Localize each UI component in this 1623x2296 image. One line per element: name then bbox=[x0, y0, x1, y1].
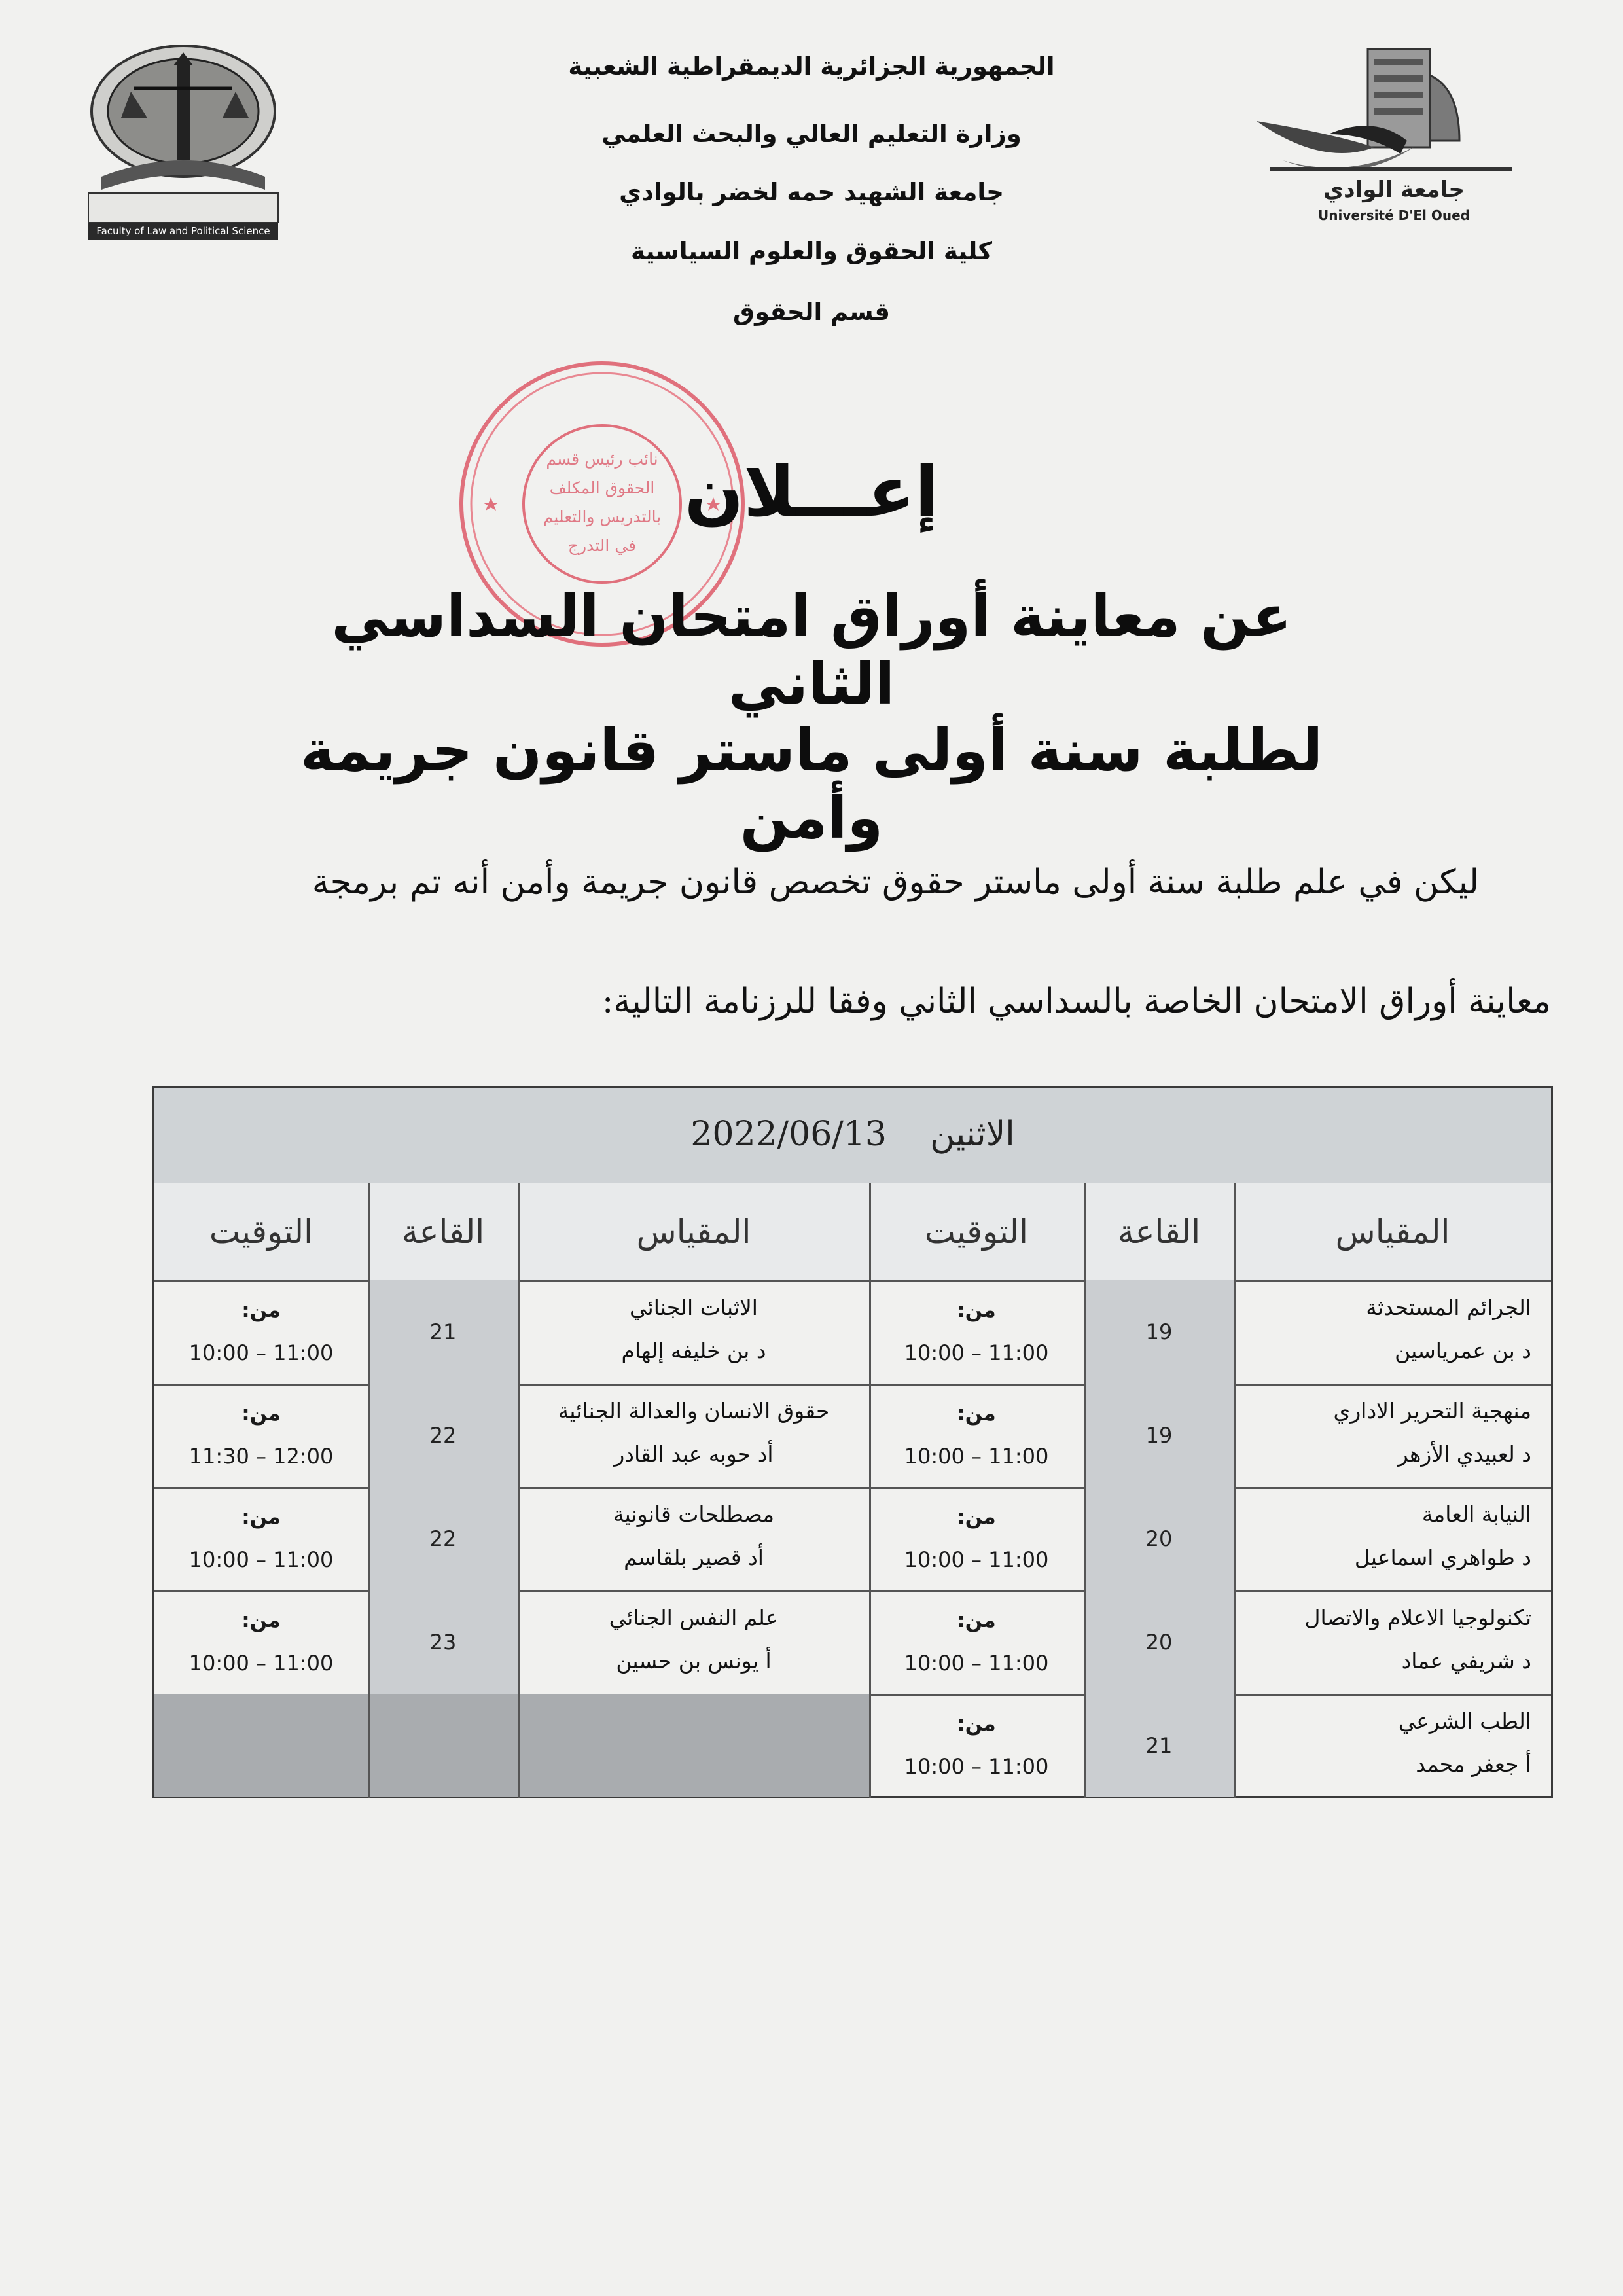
teacher-name: أ يونس بن حسين bbox=[616, 1648, 772, 1674]
subject-cell bbox=[1234, 1384, 1551, 1487]
time-from-label: من: bbox=[957, 1712, 996, 1736]
time-cell bbox=[869, 1280, 1084, 1384]
schedule-table bbox=[152, 1086, 1553, 1798]
time-range: 10:00 – 11:00 bbox=[904, 1754, 1049, 1779]
day-name: الاثنين bbox=[930, 1115, 1015, 1154]
subject-cell bbox=[1234, 1590, 1551, 1694]
time-from-label: من: bbox=[957, 1505, 996, 1529]
time-cell bbox=[869, 1487, 1084, 1590]
room-cell: 20 bbox=[1084, 1590, 1234, 1694]
time-cell bbox=[869, 1384, 1084, 1487]
time-range: 10:00 – 11:00 bbox=[188, 1547, 334, 1572]
date-label bbox=[154, 1115, 1551, 1154]
announcement-subtitle-1: عن معاينة أوراق امتحان السداسي الثاني bbox=[331, 583, 1292, 717]
subject-name: تكنولوجيا الاعلام والاتصال bbox=[1304, 1605, 1531, 1630]
subject-name: مصطلحات قانونية bbox=[613, 1501, 775, 1527]
table-row bbox=[154, 1590, 1551, 1696]
room-cell: 22 bbox=[368, 1384, 518, 1487]
header-department: قسم الحقوق bbox=[733, 298, 890, 326]
subject-name: حقوق الانسان والعدالة الجنائية bbox=[558, 1398, 830, 1424]
faculty-logo bbox=[75, 26, 291, 268]
university-logo bbox=[1243, 36, 1525, 232]
time-from-label: من: bbox=[241, 1609, 281, 1632]
time-cell bbox=[869, 1590, 1084, 1694]
time-range: 10:00 – 11:00 bbox=[188, 1340, 334, 1365]
room-cell: 21 bbox=[368, 1280, 518, 1384]
table-row bbox=[154, 1384, 1551, 1489]
subject-name: الجرائم المستحدثة bbox=[1366, 1295, 1531, 1320]
university-logo-caption: Université D'El Oued bbox=[1318, 207, 1470, 223]
announcement-subtitle-2: لطلبة سنة أولى ماستر قانون جريمة وأمن bbox=[300, 717, 1323, 852]
time-range: 10:00 – 11:00 bbox=[904, 1651, 1049, 1676]
faculty-logo-caption: Faculty of Law and Political Science bbox=[96, 225, 270, 237]
paragraph-line-1: ليكن في علم طلبة سنة أولى ماستر حقوق تخصص قانون جريمة وأمن أنه تم برمجة bbox=[312, 863, 1479, 902]
header-ministry: وزارة التعليم العالي والبحث العلمي bbox=[601, 120, 1022, 148]
column-divider bbox=[368, 1183, 370, 1798]
teacher-name: أد حوبه عبد القادر bbox=[614, 1441, 774, 1467]
time-range: 10:00 – 11:00 bbox=[904, 1444, 1049, 1469]
subject-cell bbox=[1234, 1694, 1551, 1797]
time-cell bbox=[154, 1487, 368, 1590]
paragraph-line-2: معاينة أوراق الامتحان الخاصة بالسداسي الثاني وفقا للرزنامة التالية: bbox=[601, 982, 1551, 1021]
empty-cell bbox=[154, 1694, 368, 1797]
room-cell: 20 bbox=[1084, 1487, 1234, 1590]
column-header-row bbox=[154, 1183, 1551, 1282]
time-from-label: من: bbox=[957, 1609, 996, 1632]
header-university: جامعة الشهيد حمه لخضر بالوادي bbox=[619, 178, 1004, 206]
column-divider bbox=[869, 1183, 871, 1798]
time-range: 11:30 – 12:00 bbox=[188, 1444, 334, 1469]
subject-name: الطب الشرعي bbox=[1398, 1708, 1531, 1734]
empty-cell bbox=[518, 1694, 869, 1797]
time-from-label: من: bbox=[241, 1505, 281, 1529]
time-from-label: من: bbox=[241, 1402, 281, 1426]
room-cell: 21 bbox=[1084, 1694, 1234, 1797]
subject-cell bbox=[518, 1590, 869, 1694]
time-cell bbox=[154, 1280, 368, 1384]
date-row bbox=[154, 1088, 1551, 1185]
header-time-left: التوقيت bbox=[209, 1213, 313, 1251]
time-cell bbox=[154, 1590, 368, 1694]
room-cell: 22 bbox=[368, 1487, 518, 1590]
teacher-name: أد قصير بلقاسم bbox=[624, 1545, 764, 1570]
time-from-label: من: bbox=[957, 1299, 996, 1322]
stamp-text: نائب رئيس قسم الحقوق المكلف بالتدريس والتعليم في التدرج bbox=[543, 450, 662, 555]
column-divider bbox=[1084, 1183, 1086, 1798]
teacher-name: د بن عمرياسين bbox=[1395, 1338, 1531, 1363]
subject-cell bbox=[518, 1280, 869, 1384]
time-from-label: من: bbox=[241, 1299, 281, 1322]
subject-name: علم النفس الجنائي bbox=[609, 1605, 779, 1630]
time-cell bbox=[869, 1694, 1084, 1797]
teacher-name: أ جعفر محمد bbox=[1416, 1751, 1531, 1777]
teacher-name: د طواهري اسماعيل bbox=[1354, 1545, 1531, 1570]
table-row bbox=[154, 1280, 1551, 1386]
column-divider bbox=[518, 1183, 520, 1798]
room-cell: 19 bbox=[1084, 1384, 1234, 1487]
room-cell: 23 bbox=[368, 1590, 518, 1694]
time-range: 10:00 – 11:00 bbox=[904, 1340, 1049, 1365]
empty-cell bbox=[368, 1694, 518, 1797]
teacher-name: د شريفي عماد bbox=[1401, 1648, 1531, 1674]
table-row bbox=[154, 1487, 1551, 1592]
subject-name: منهجية التحرير الاداري bbox=[1333, 1398, 1531, 1424]
header-room-right: القاعة bbox=[1117, 1213, 1201, 1251]
table-row bbox=[154, 1694, 1551, 1797]
subject-cell bbox=[1234, 1487, 1551, 1590]
announcement-title: إعـــلان bbox=[684, 452, 939, 532]
header-time-right: التوقيت bbox=[924, 1213, 1029, 1251]
header-faculty: كلية الحقوق والعلوم السياسية bbox=[631, 237, 992, 265]
subject-cell bbox=[518, 1487, 869, 1590]
room-cell: 19 bbox=[1084, 1280, 1234, 1384]
teacher-name: د بن خليفه إلهام bbox=[621, 1338, 766, 1363]
header-republic: الجمهورية الجزائرية الديمقراطية الشعبية bbox=[568, 52, 1055, 81]
teacher-name: د لعبيدي الأزهر bbox=[1397, 1441, 1531, 1467]
university-logo-arabic: جامعة الوادي bbox=[1323, 177, 1465, 203]
time-cell bbox=[154, 1384, 368, 1487]
time-from-label: من: bbox=[957, 1402, 996, 1426]
subject-cell bbox=[1234, 1280, 1551, 1384]
date-value: 2022/06/13 bbox=[690, 1115, 887, 1154]
time-range: 10:00 – 11:00 bbox=[904, 1547, 1049, 1572]
subject-name: الاثبات الجنائي bbox=[630, 1295, 758, 1320]
header-subject-left: المقياس bbox=[636, 1213, 751, 1251]
header-subject-right: المقياس bbox=[1335, 1213, 1450, 1251]
schedule-rows bbox=[154, 1280, 1551, 1796]
subject-cell bbox=[518, 1384, 869, 1487]
header-room-left: القاعة bbox=[401, 1213, 485, 1251]
column-divider bbox=[1234, 1183, 1236, 1798]
subject-name: النيابة العامة bbox=[1421, 1501, 1531, 1527]
time-range: 10:00 – 11:00 bbox=[188, 1651, 334, 1676]
